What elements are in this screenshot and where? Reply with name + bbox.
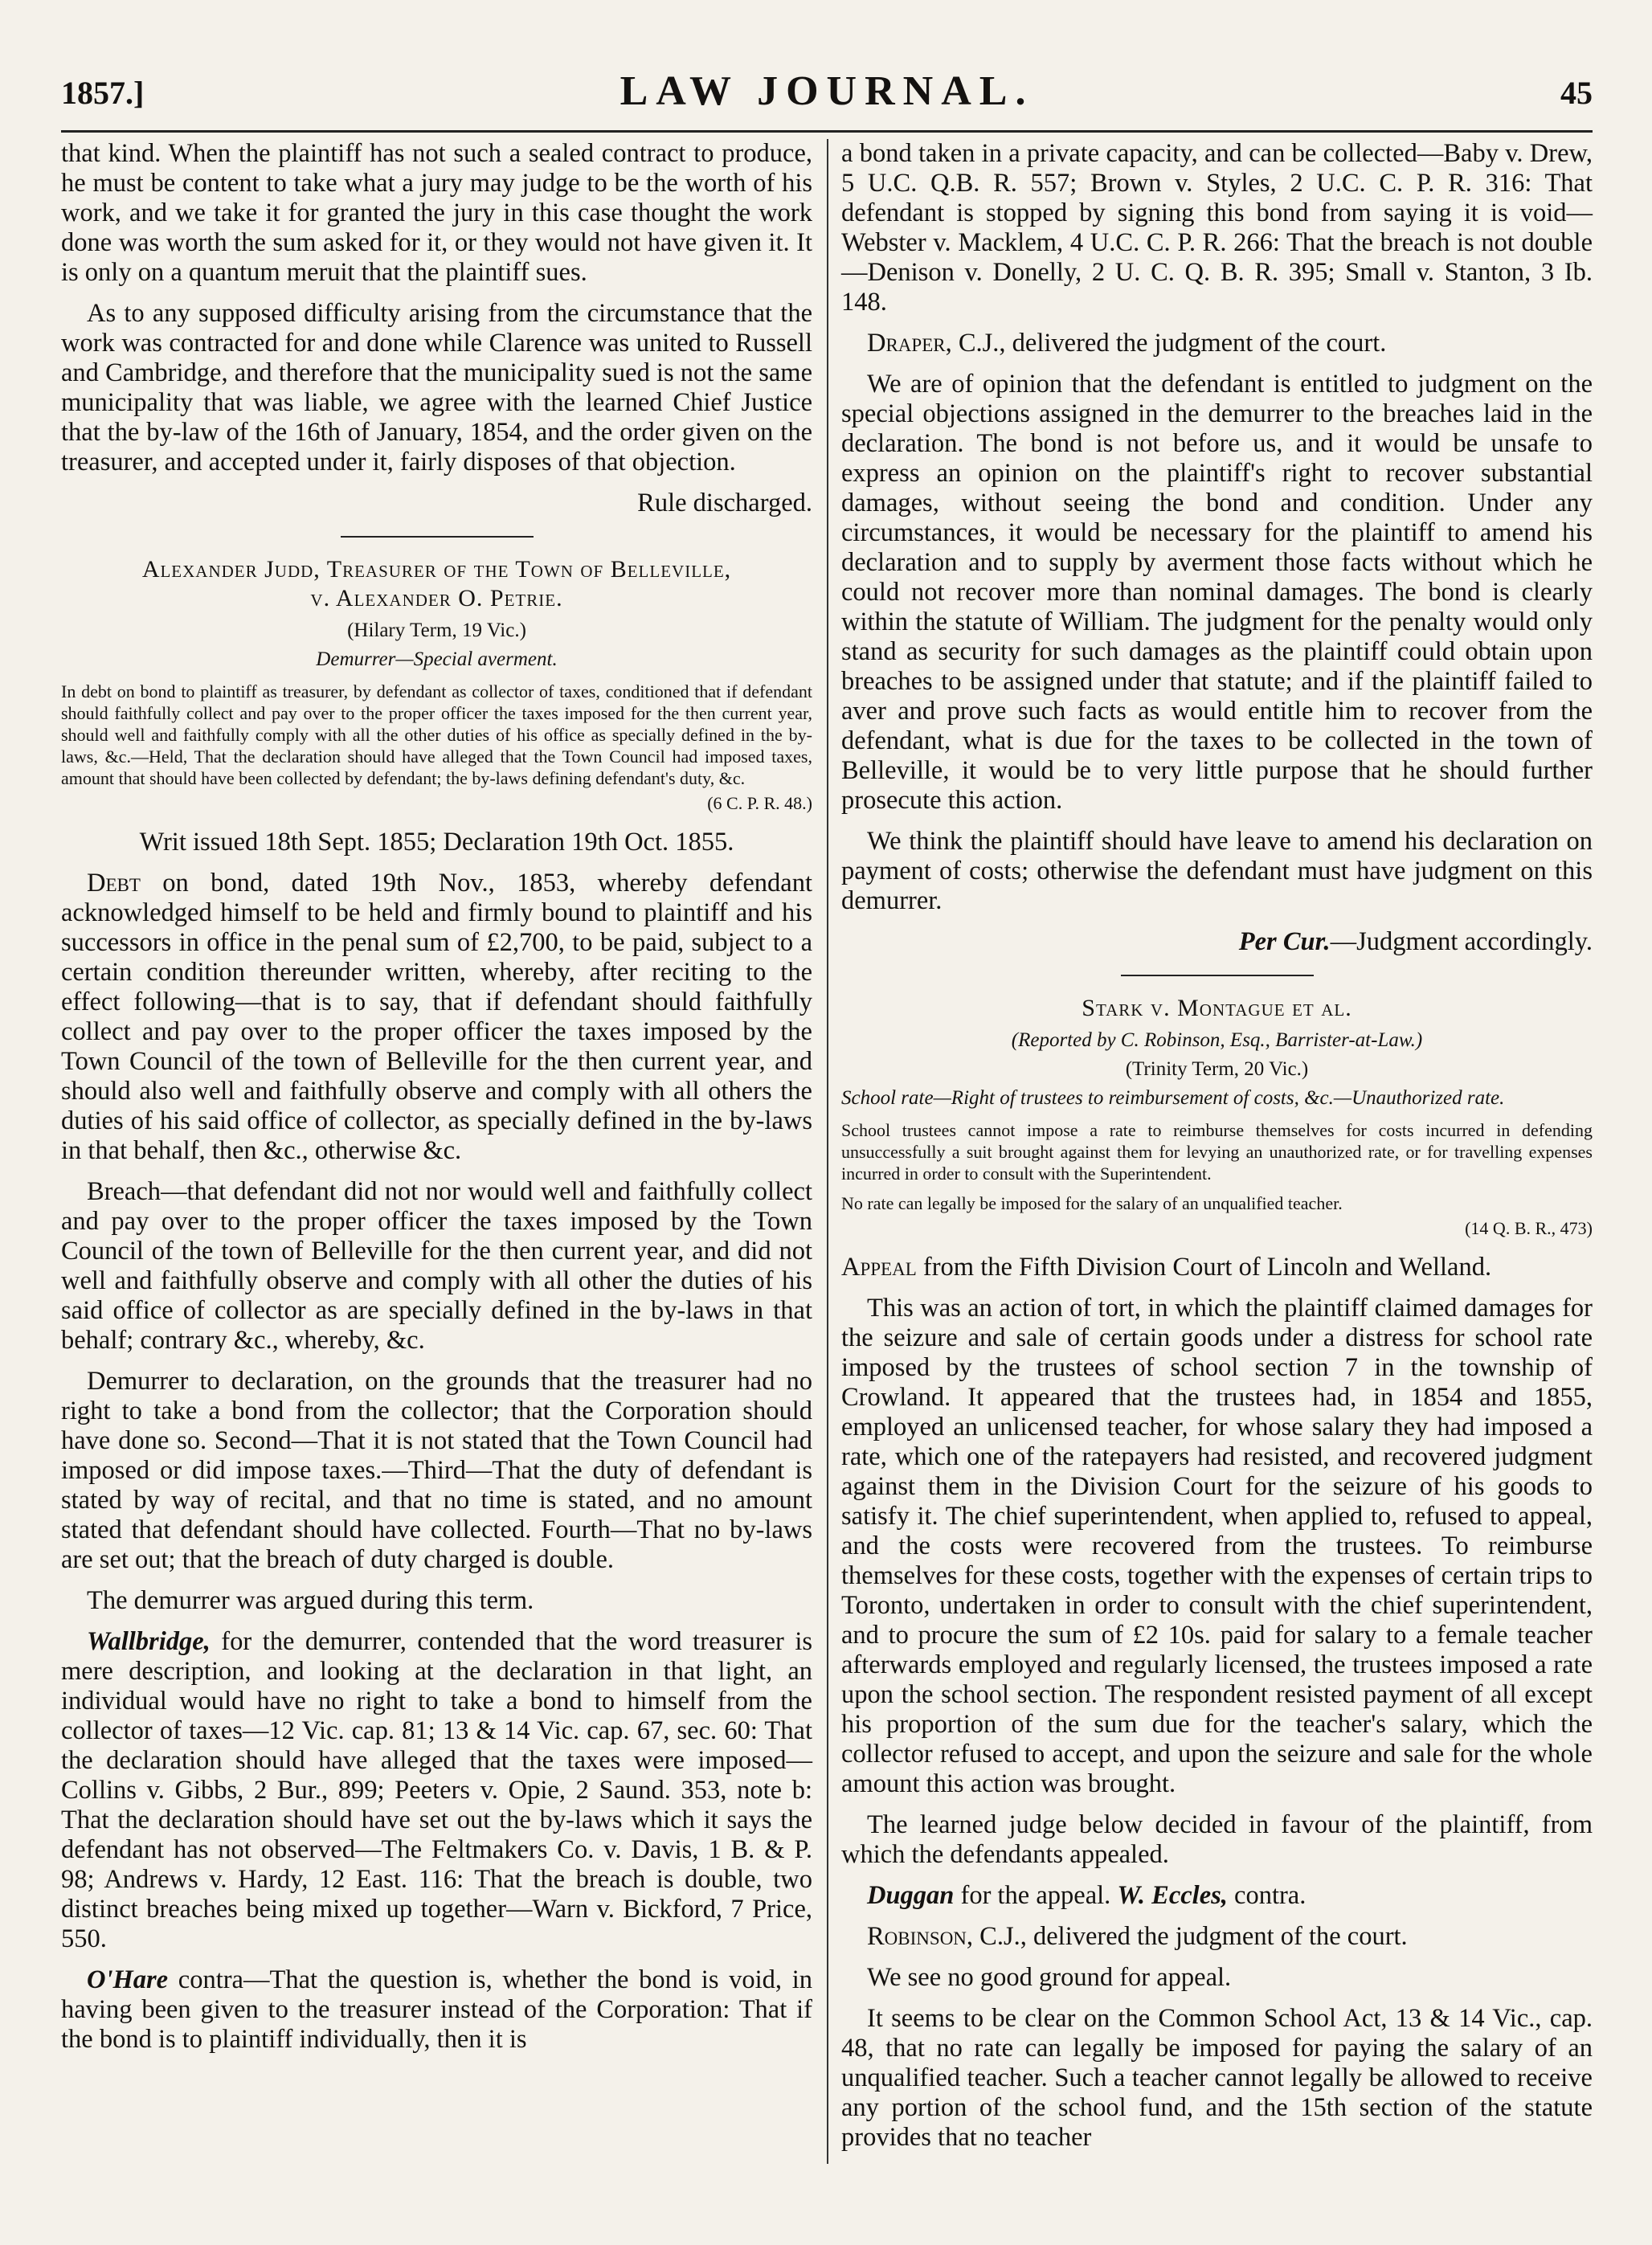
paragraph — [841, 1922, 1593, 1952]
paragraph: that kind. When the plaintiff has not such a sealed contract to produce, he must be content to take what a jury may judge to be the worth of his work, and we take it for granted the jury in this case thought the work done was worth the sum asked for it, or they would not have given it. It is only on a quantum meruit that the plaintiff sues. — [61, 139, 812, 287]
writ-dates: Writ issued 18th Sept. 1855; Declaration 19th Oct. 1855. — [139, 828, 734, 857]
rule-discharged: Rule discharged. — [637, 489, 812, 517]
paragraph — [841, 329, 1593, 358]
paragraph: The demurrer was argued during this term. — [87, 1586, 534, 1615]
report-citation: (14 Q. B. R., 473) — [1465, 1218, 1593, 1238]
right-column — [841, 139, 1593, 2164]
paragraph-text: C.J., delivered the judgment of the court. — [973, 1922, 1408, 1951]
header-journal-title: LAW JOURNAL. — [620, 68, 1034, 114]
counsel-name: W. Eccles, — [1117, 1881, 1228, 1910]
counsel-name: O'Hare — [87, 1965, 169, 1994]
two-column-body — [61, 139, 1593, 2164]
paragraph-text: on bond, dated 19th Nov., 1853, whereby defendant acknowledged himself to be held and firmly bound to plaintiff and his successors in office in the penal sum of £2,700, to be paid, subject to a certain condition thereunder written, whereby, after reciting to the effect following—that is to say, that if defendant should faithfully collect and pay over to the proper officer the taxes imposed by the Town Council of the town of Belleville for the then current year, and should also well and faithfully observe and comply with all others the duties of his said office of collector, as specially defined in the by-laws in that behalf, then &c., otherwise &c. — [61, 869, 812, 1165]
paragraph-text: contra. — [1227, 1881, 1306, 1910]
paragraph: The learned judge below decided in favour of the plaintiff, from which the defendants appealed. — [841, 1810, 1593, 1869]
paragraph-text: —Judgment accordingly. — [1330, 927, 1593, 956]
paragraph: We see no good ground for appeal. — [867, 1963, 1232, 1992]
case-title-line: v. Alexander O. Petrie. — [310, 585, 563, 611]
left-column — [61, 139, 812, 2164]
case-separator — [341, 536, 534, 538]
case-term: (Hilary Term, 19 Vic.) — [347, 620, 526, 641]
header-page-number: 45 — [1560, 75, 1593, 111]
judgment-line — [841, 927, 1593, 957]
header-year: 1857.] — [61, 75, 145, 111]
headnote: In debt on bond to plaintiff as treasurer, by defendant as collector of taxes, conditioned that if defendant should faithfully collect and pay over to the proper officer the taxes imposed for the then current year, should well and faithfully comply with all the other duties of his office as specially defined in the by-laws, &c.—Held, That the declaration should have alleged that the Town Council had imposed taxes, amount that should have been collected by defendant; the by-laws defining defendant's duty, &c. — [61, 681, 812, 788]
case-separator — [1121, 975, 1314, 976]
paragraph — [61, 1627, 812, 1954]
judge-name: Draper, — [867, 329, 952, 358]
case-subject: School rate—Right of trustees to reimbursement of costs, &c.—Unauthorized rate. — [841, 1087, 1505, 1109]
paragraph — [61, 869, 812, 1166]
per-curiam: Per Cur. — [1238, 927, 1331, 956]
lead-word: Appeal — [841, 1253, 917, 1282]
paragraph-text: contra—That the question is, whether the bond is void, in having been given to the treasurer instead of the Corporation: That if the bond is to plaintiff individually, then it is — [61, 1965, 812, 2054]
judge-name: Robinson, — [867, 1922, 974, 1951]
paragraph-text: for the demurrer, contended that the word treasurer is mere description, and looking at the declaration in that light, an individual would have no right to take a bond to himself from the collector of taxes—12 Vic. cap. 81; 13 & 14 Vic. cap. 67, sec. 60: That the declaration should have alleged that the taxes were imposed—Collins v. Gibbs, 2 Bur., 899; Peeters v. Opie, 2 Saund. 353, note b: That the declaration should have set out the by-laws which it says the defendant has not observed—The Feltmakers Co. v. Davis, 1 B. & P. 98; Andrews v. Hardy, 12 East. 116: That the breach is double, two distinct breaches being mixed up together—Warn v. Bickford, 7 Price, 550. — [61, 1627, 812, 1953]
paragraph — [841, 1881, 1593, 1911]
paragraph: We think the plaintiff should have leave to amend his declaration on payment of costs; otherwise the defendant must have judgment on this demurrer. — [841, 827, 1593, 915]
paragraph — [841, 1253, 1593, 1282]
paragraph-text: C.J., delivered the judgment of the court. — [951, 329, 1387, 358]
case-reporter: (Reported by C. Robinson, Esq., Barrister-at-Law.) — [1011, 1029, 1423, 1051]
paragraph-text: from the Fifth Division Court of Lincoln and Welland. — [916, 1253, 1492, 1282]
case-term: (Trinity Term, 20 Vic.) — [1125, 1058, 1309, 1080]
case-title-line: Alexander Judd, Treasurer of the Town of Belleville, — [141, 556, 732, 583]
paragraph — [61, 1965, 812, 2055]
paragraph: Demurrer to declaration, on the grounds that the treasurer had no right to take a bond from the collector; that the Corporation should have done so. Second—That it is not stated that the Town Council had imposed or did impose taxes.—Third—That the duty of defendant is stated by way of recital, and that no time is stated, and no amount stated that defendant should have collected. Fourth—That no by-laws are set out; that the breach of duty charged is double. — [61, 1367, 812, 1574]
paragraph: We are of opinion that the defendant is entitled to judgment on the special objections assigned in the demurrer to the breaches laid in the declaration. The bond is not before us, and it would be unsafe to express an opinion on the plaintiff's right to recover substantial damages, without seeing the bond and condition. Under any circumstances, it would be necessary for the plaintiff to amend his declaration and to supply by averment those facts without which he could not recover more than nominal damages. The bond is clearly within the statute of William. The judgment for the penalty would only stand as security for such damages as the plaintiff could obtain upon breaches to be assigned under that statute; and if the plaintiff failed to aver and prove such facts as would entitle him to recover from the defendant, what is due for the taxes to be collected in the town of Belleville, it would be to very little purpose that he should further prosecute this action. — [841, 370, 1593, 815]
paragraph-text: for the appeal. — [954, 1881, 1118, 1910]
paragraph: It seems to be clear on the Common School Act, 13 & 14 Vic., cap. 48, that no rate can legally be imposed for paying the salary of an unqualified teacher. Such a teacher cannot legally be allowed to receive any portion of the school fund, and the 15th section of the statute provides that no teacher — [841, 2004, 1593, 2152]
case-subject: Demurrer—Special averment. — [316, 648, 558, 670]
paragraph: Breach—that defendant did not nor would well and faithfully collect and pay over to the proper officer the taxes imposed by the Town Council of the town of Belleville for the then current year, and did not well and faithfully observe and comply with all other the duties of his said office of collector as are specially defined in the by-laws in that behalf; contrary &c., whereby, &c. — [61, 1177, 812, 1355]
case-title — [61, 555, 812, 613]
paragraph: This was an action of tort, in which the plaintiff claimed damages for the seizure and sale of certain goods under a distress for school rate imposed by the trustees of school section 7 in the township of Crowland. It appeared that the trustees had, in 1854 and 1855, employed an unlicensed teacher, for whose salary they had imposed a rate, which one of the ratepayers had resisted, and recovered judgment against them in the Division Court for the seizure of his goods to satisfy it. The chief superintendent, when applied to, refused to appeal, and the costs were recovered from the trustees. To reimburse themselves for these costs, together with the expenses of certain trips to Toronto, undertaken in order to consult with the chief superintendent, and to procure the sum of £2 10s. paid for salary to a female teacher afterwards employed and regularly licensed, the trustees imposed a rate upon the school section. The respondent resisted payment of all except his proportion of the sum due for the teacher's salary, which the collector refused to accept, and upon the seizure and sale for the whole amount this action was brought. — [841, 1294, 1593, 1798]
counsel-name: Duggan — [867, 1881, 955, 1910]
counsel-name: Wallbridge, — [87, 1627, 211, 1656]
report-citation: (6 C. P. R. 48.) — [707, 793, 812, 813]
headnote: No rate can legally be imposed for the salary of an unqualified teacher. — [841, 1193, 1343, 1213]
headnote: School trustees cannot impose a rate to reimburse themselves for costs incurred in defending unsuccessfully a suit brought against them for levying an unauthorized rate, or for travelling expenses incurred in order to consult with the Superintendent. — [841, 1120, 1593, 1184]
column-divider — [827, 139, 828, 2164]
paragraph: As to any supposed difficulty arising from the circumstance that the work was contracted for and done while Clarence was united to Russell and Cambridge, and therefore that the municipality sued is not the same municipality that was liable, we agree with the learned Chief Justice that the by-law of the 16th of January, 1854, and the order given on the treasurer, and accepted under it, fairly disposes of that objection. — [61, 299, 813, 476]
case-title: Stark v. Montague et al. — [1082, 995, 1352, 1021]
header-rule — [61, 130, 1593, 133]
lead-word: Debt — [87, 869, 141, 898]
running-header — [61, 67, 1593, 119]
paragraph: a bond taken in a private capacity, and can be collected—Baby v. Drew, 5 U.C. Q.B. R. 557; Brown v. Styles, 2 U.C. C. P. R. 316: That defendant is stopped by signing this bond from saying it is void—Webster v. Macklem, 4 U.C. C. P. R. 266: That the breach is not double—Denison v. Donelly, 2 U. C. Q. B. R. 395; Small v. Stanton, 3 Ib. 148. — [841, 139, 1593, 317]
